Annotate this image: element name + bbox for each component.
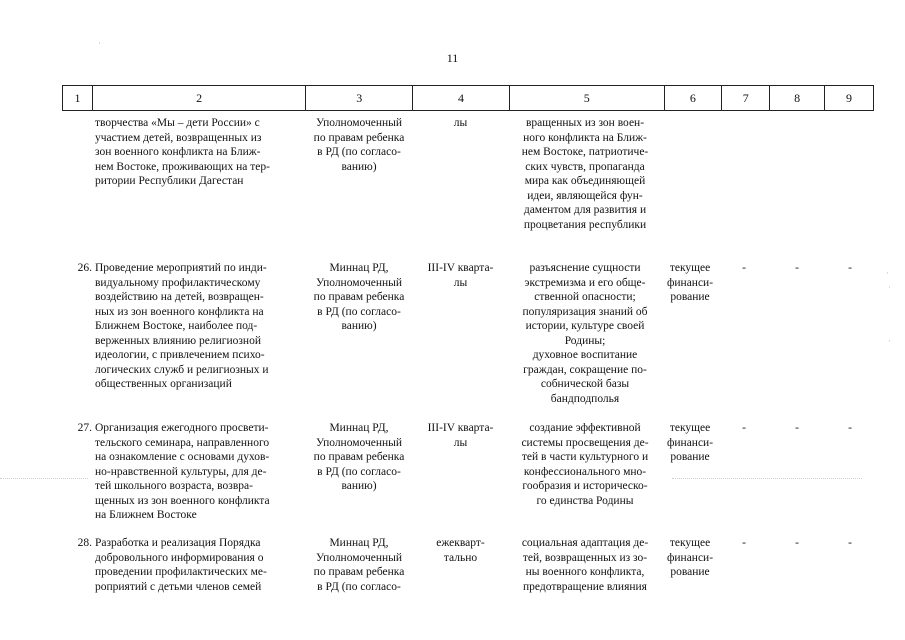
row-col-9: - xyxy=(848,537,852,549)
row-finance: текущее финанси- рование xyxy=(666,537,714,578)
continued-executor: Уполномоченный по правам ребенка в РД (по согласо- ванию) xyxy=(313,117,405,173)
row-finance: текущее финанси- рование xyxy=(666,422,714,463)
row-description: Проведение мероприятий по инди- видуальному профилактическому воздействию на детей, возвращен- ных из зон военного конфликта на Ближнем Востоке, наиболее под- верженных влиянию религиозной идеологии, с привлечением психо- логических служб и религиозных и общественных организаций xyxy=(95,262,269,390)
row-executor: Миннац РД, Уполномоченный по правам ребенка в РД (по согласо- ванию) xyxy=(313,262,405,332)
row-period: III-IV кварта- лы xyxy=(427,422,494,449)
row-period: III-IV кварта- лы xyxy=(427,262,494,289)
row-col-9: - xyxy=(848,422,852,434)
row-col-8: - xyxy=(795,262,799,274)
row-executor: Миннац РД, Уполномоченный по правам ребенка в РД (по согласо- ванию) xyxy=(313,422,405,492)
header-col-3: 3 xyxy=(306,86,413,110)
header-col-6: 6 xyxy=(665,86,723,110)
row-col-9: - xyxy=(848,262,852,274)
row-executor: Миннац РД, Уполномоченный по правам ребенка в РД (по согласо- xyxy=(313,537,405,593)
row-description: Организация ежегодного просвети- тельского семинара, направленного на ознакомление с основами духов- но-нравственной культуры, для де- тей школьного возраста, возвра- щенных из зон военного конфликта на Ближнем Востоке xyxy=(95,422,270,521)
scan-artifact xyxy=(672,478,862,479)
row-number: 28. xyxy=(77,537,92,549)
header-col-4: 4 xyxy=(413,86,510,110)
scan-speck: · xyxy=(886,268,889,278)
row-result: разъяснение сущности экстремизма и его обще- ственной опасности; популяризация знаний об истории, культуре своей Родины; духовное воспитание граждан, сокращение по- собнической базы бандподполья xyxy=(522,262,648,405)
row-number: 27. xyxy=(77,422,92,434)
row-number: 26. xyxy=(77,262,92,274)
continued-result: вращенных из зон воен- ного конфликта на Ближ- нем Востоке, патриотиче- ских чувств, пропаганда мира как объединяющей идеи, являющейся фун- даментом для развития и процветания республики xyxy=(521,117,649,231)
scan-speck: · xyxy=(98,38,101,48)
row-result: создание эффективной системы просвещения де- тей в части культурного и конфессионального мно- гообразия и историческо- го единства Родины xyxy=(521,422,649,507)
row-col-7: - xyxy=(742,537,746,549)
row-finance: текущее финанси- рование xyxy=(666,262,714,303)
header-col-5: 5 xyxy=(510,86,665,110)
row-description: Разработка и реализация Порядка добровольного информирования о проведении профилактических ме- роприятий с детьми членов семей xyxy=(95,537,267,593)
scan-artifact xyxy=(0,478,88,479)
scan-speck: · xyxy=(888,282,891,292)
continued-description: творчества «Мы – дети России» с участием детей, возвращенных из зон военного конфликта на Ближ- нем Востоке, проживающих на тер- ритории Республики Дагестан xyxy=(95,117,270,187)
row-col-8: - xyxy=(795,422,799,434)
row-result: социальная адаптация де- тей, возвращенных из зо- ны военного конфликта, предотвращение влияния xyxy=(521,537,649,593)
header-col-8: 8 xyxy=(770,86,825,110)
row-period: ежекварт- тально xyxy=(436,537,485,564)
row-col-7: - xyxy=(742,422,746,434)
header-col-9: 9 xyxy=(846,90,853,105)
table-header xyxy=(62,85,874,111)
header-col-2: 2 xyxy=(93,86,306,110)
row-col-8: - xyxy=(795,537,799,549)
header-col-7: 7 xyxy=(722,86,770,110)
header-col-1: 1 xyxy=(63,86,93,110)
continued-period: лы xyxy=(453,117,468,129)
row-col-7: - xyxy=(742,262,746,274)
scan-speck: · xyxy=(888,336,891,346)
page-number: 11 xyxy=(446,51,459,65)
